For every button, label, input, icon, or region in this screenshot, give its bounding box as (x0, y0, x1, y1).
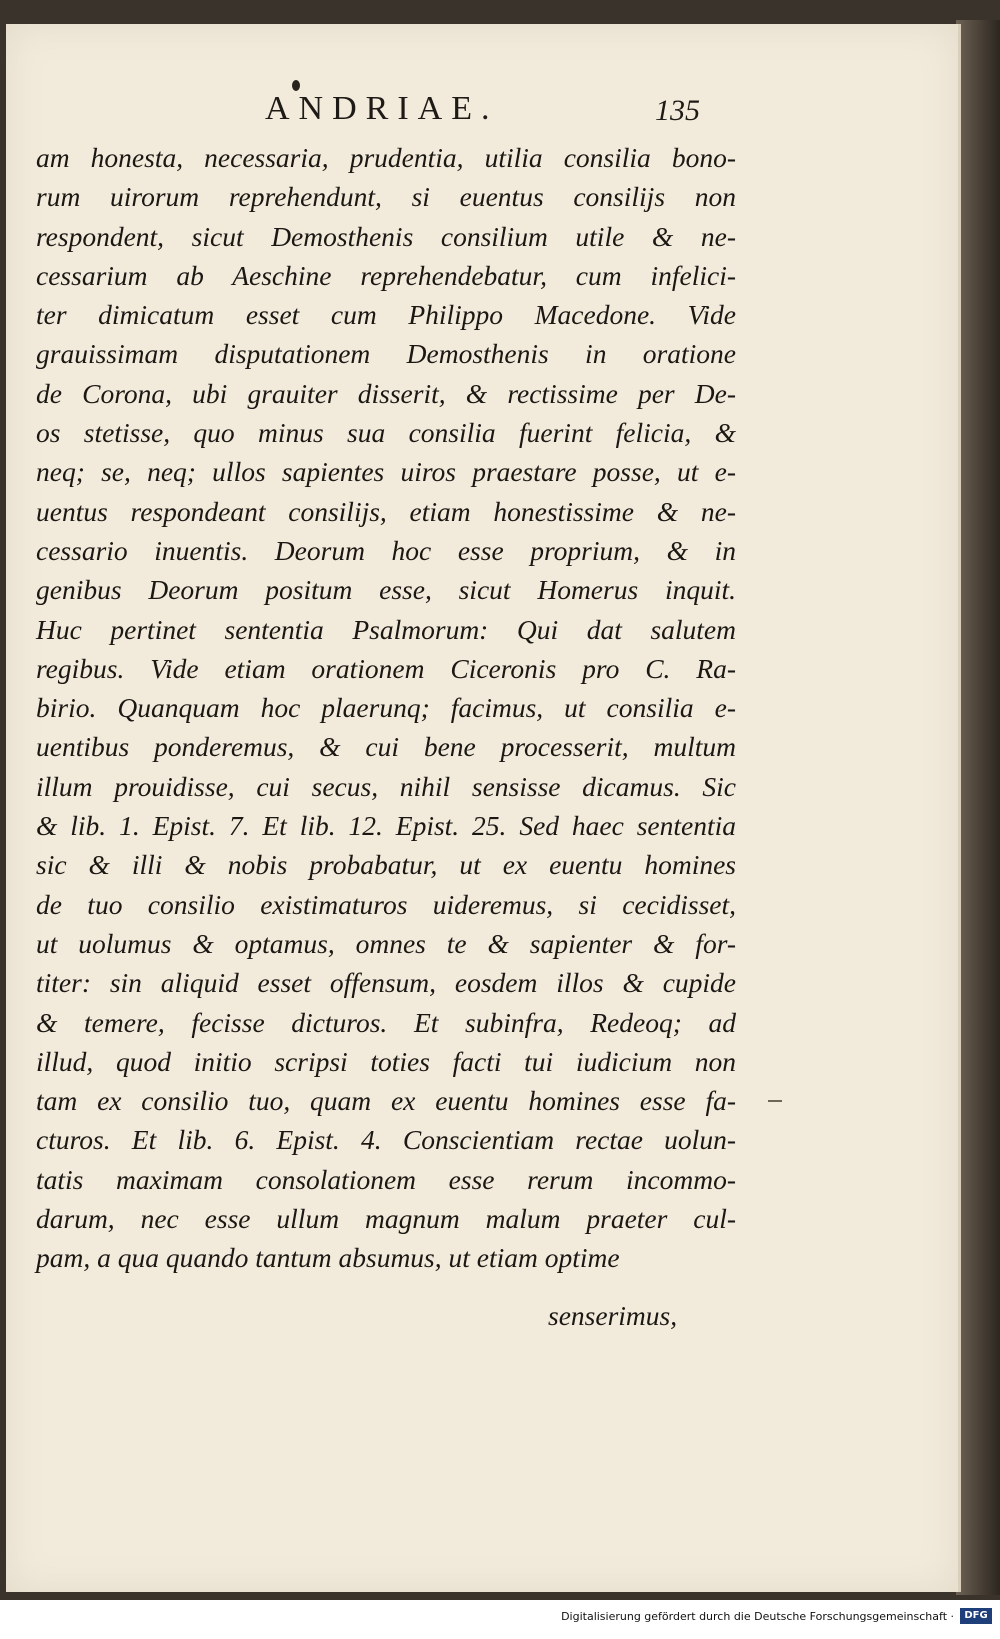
text-line: respondent, sicut Demosthenis consilium utile & ne- (36, 220, 736, 252)
margin-mark (768, 1100, 782, 1102)
text-line: uentibus ponderemus, & cui bene processerit, multum (36, 731, 736, 763)
text-line: rum uirorum reprehendunt, si euentus consilijs non (36, 181, 736, 213)
text-line: cturos. Et lib. 6. Epist. 4. Conscientiam rectae uolun- (36, 1124, 736, 1156)
text-line: de Corona, ubi grauiter disserit, & rectissime per De- (36, 377, 736, 409)
text-line: birio. Quanquam hoc plaerunq; facimus, ut consilia e- (36, 692, 736, 724)
text-line: pam, a qua quando tantum absumus, ut etiam optime (36, 1242, 620, 1274)
page-number: 135 (655, 94, 700, 127)
text-line: illum prouidisse, cui secus, nihil sensisse dicamus. Sic (36, 770, 736, 802)
text-line: ut uolumus & optamus, omnes te & sapienter & for- (36, 927, 736, 959)
text-line: & lib. 1. Epist. 7. Et lib. 12. Epist. 25. Sed haec sententia (36, 810, 736, 842)
dfg-logo: DFG (960, 1608, 992, 1624)
text-line: os stetisse, quo minus sua consilia fuerint felicia, & (36, 417, 736, 449)
text-line: cessarium ab Aeschine reprehendebatur, cum infelici- (36, 259, 736, 291)
text-line: genibus Deorum positum esse, sicut Homerus inquit. (36, 574, 736, 606)
text-line: neq; se, neq; ullos sapientes uiros praestare posse, ut e- (36, 456, 736, 488)
text-line: ter dimicatum esset cum Philippo Macedone. Vide (36, 299, 736, 331)
text-line: tatis maximam consolationem esse rerum incommo- (36, 1163, 736, 1195)
text-line: regibus. Vide etiam orationem Ciceronis pro C. Ra- (36, 652, 736, 684)
book-spine (956, 20, 1000, 1595)
catchword: senserimus, (548, 1300, 678, 1331)
text-line: cessario inuentis. Deorum hoc esse proprium, & in (36, 534, 736, 566)
text-line: Huc pertinet sententia Psalmorum: Qui dat salutem (36, 613, 736, 645)
text-line: uentus respondeant consilijs, etiam honestissime & ne- (36, 495, 736, 527)
text-line: am honesta, necessaria, prudentia, utilia consilia bono- (36, 142, 736, 173)
text-line: titer: sin aliquid esset offensum, eosdem illos & cupide (36, 967, 736, 999)
footer-bar (0, 1600, 1000, 1639)
funding-credit: Digitalisierung gefördert durch die Deutsche Forschungsgemeinschaft · (561, 1610, 954, 1623)
text-line: grauissimam disputationem Demosthenis in oratione (36, 338, 736, 370)
text-line: darum, nec esse ullum magnum malum praeter cul- (36, 1203, 736, 1235)
page-header (265, 88, 865, 138)
running-head: ANDRIAE. (265, 90, 499, 127)
body-text (36, 138, 736, 1278)
text-line: de tuo consilio existimaturos uideremus, si cecidisset, (36, 888, 736, 920)
text-line: illud, quod initio scripsi toties facti tui iudicium non (36, 1045, 736, 1077)
text-line: sic & illi & nobis probabatur, ut ex euentu homines (36, 849, 736, 881)
text-line: tam ex consilio tuo, quam ex euentu homines esse fa- (36, 1085, 736, 1117)
text-line: & temere, fecisse dicturos. Et subinfra, Redeoq; ad (36, 1006, 736, 1038)
